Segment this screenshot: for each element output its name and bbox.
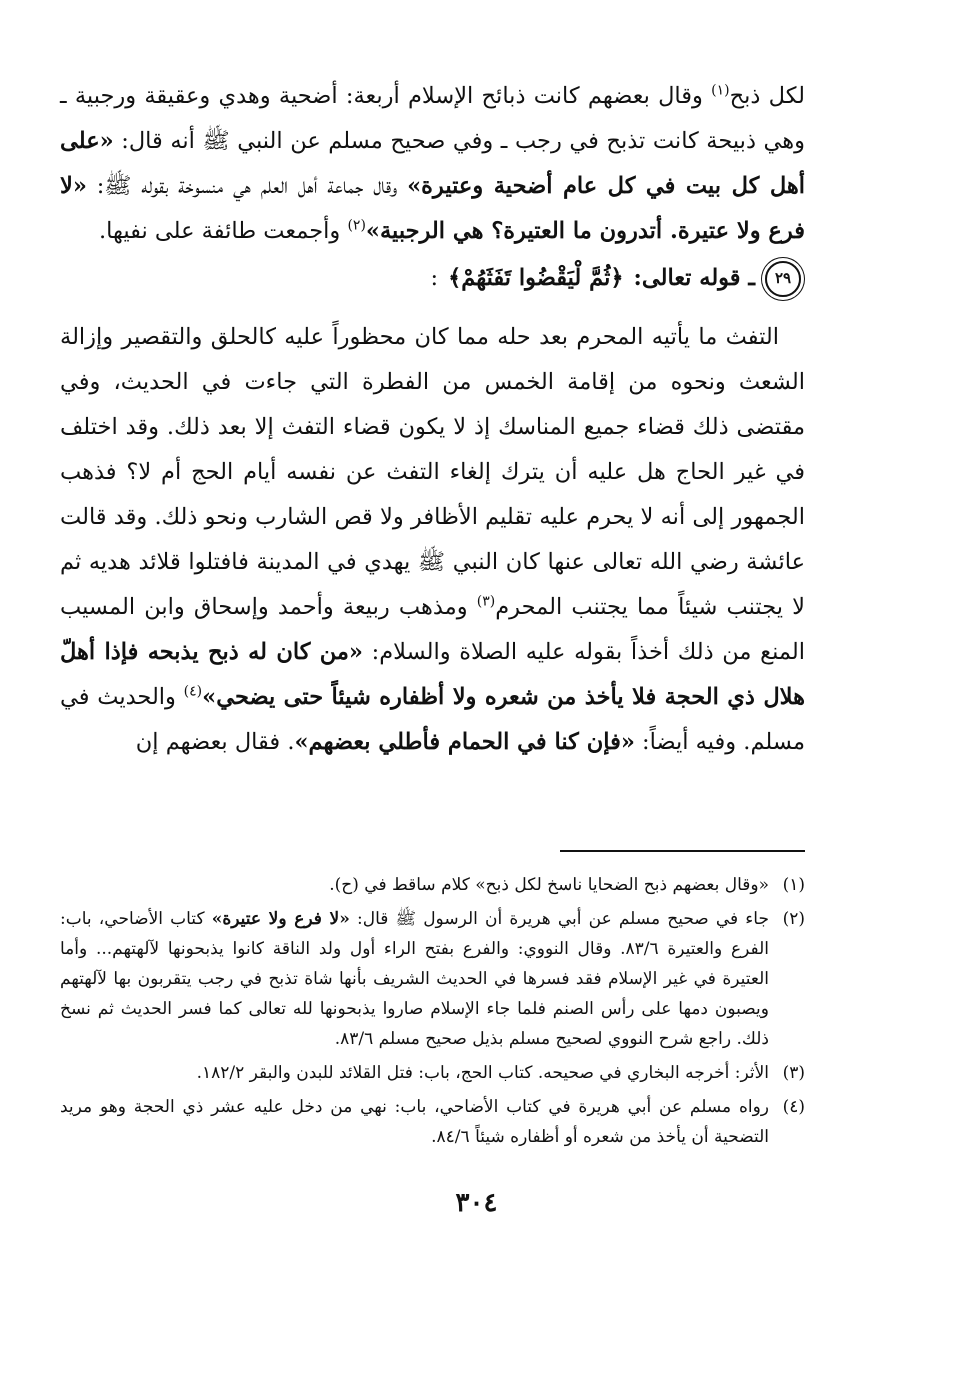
text-span: كتاب الأضاحي، باب: الفرع والعتيرة ٨٣/٦. وقال النووي: والفرع بفتح الراء أول ولد الناقة كانوا يذبحونها لآلهتهم... وأما العتيرة في غير الإسلام فقد فسرها في الحديث الشريف بأنها شاة تذبح في رجب يتقربون بها لآلهتهم ويصبون دمها على رأس الصنم فلما جاء الإسلام صاروا يذبحونها لله تعالى كما فسر الحديث ثم نسخ ذلك. راجع شرح النووي لصحيح مسلم بذيل صحيح مسلم ٨٣/٦. xyxy=(60,909,769,1049)
footnote-number: (٣) xyxy=(782,1063,805,1083)
text-span: وأجمعت طائفة على نفيها. xyxy=(98,218,348,244)
footnote-2 xyxy=(60,904,805,1054)
footnote-divider xyxy=(560,850,805,852)
footnote-text: «وقال بعضهم ذبح الضحايا ناسخ لكل ذبح» كلام ساقط في (ح). xyxy=(329,875,769,895)
hadith-quote: «فإن كنا في الحمام فأطلي بعضهم» xyxy=(294,729,635,755)
footnote-number: (٤) xyxy=(782,1097,805,1117)
footnote-ref-3[interactable]: (٣) xyxy=(476,593,496,610)
verse-heading xyxy=(60,256,805,301)
verse-colon: : xyxy=(430,265,439,291)
page-number: ٣٠٤ xyxy=(455,1188,498,1218)
paragraph-2 xyxy=(60,315,805,765)
main-text xyxy=(60,74,805,765)
text-span: التفث ما يأتيه المحرم بعد حله مما كان محظوراً عليه كالحلق والتقصير وإزالة الشعث ونحوه من إقامة الخمس من الفطرة التي جاءت في الحديث، وفي مقتضى ذلك قضاء جميع المناسك إذ لا يكون قضاء التفث إلا بعد ذلك. وقد اختلف في غير الحاج هل عليه أن يترك إلغاء التفث عن نفسه أيام الحج أم لا؟ فذهب الجمهور إلى أنه لا يحرم عليه تقليم الأظافر ولا قص الشارب ونحو ذلك. وقد قالت عائشة رضي الله تعالى عنها كان النبي ﷺ يهدي في المدينة فافتلوا قلائد هديه ثم لا يجتنب شيئاً مما يجتنب المحرم xyxy=(60,324,805,620)
hadith-quote: «على أهل كل بيت في كل عام أضحية وعتيرة» xyxy=(60,128,805,199)
text-span: لكل ذبح xyxy=(729,83,805,109)
verse-text: ﴿ثُمَّ لْيَقْضُوا تَفَثَهُمْ﴾ xyxy=(448,265,624,291)
text-span: ومذهب ربيعة وأحمد وإسحاق وابن المسيب المنع من ذلك أخذاً بقوله عليه الصلاة والسلام: xyxy=(60,594,805,665)
verse-number-badge: ٢٩ xyxy=(765,261,801,297)
text-span: جاء في صحيح مسلم عن أبي هريرة أن الرسول ﷺ قال: xyxy=(349,909,769,929)
footnote-ref-1[interactable]: (١) xyxy=(711,82,730,99)
footnote-1 xyxy=(60,870,805,900)
text-span: والحديث في مسلم. وفيه أيضاً: xyxy=(60,684,805,755)
text-span: وقال جماعة أهل العلم هي منسوخة بقوله ﷺ: xyxy=(86,173,408,199)
verse-label: ـ قوله تعالى: xyxy=(633,265,755,291)
text-span: وقال بعضهم كانت ذبائح الإسلام أربعة: أضحية وهدي وعقيقة ورجبية ـ وهي ذبيحة كانت تذبح في رجب ـ وفي صحيح مسلم عن النبي ﷺ أنه قال: xyxy=(60,83,805,154)
footnote-ref-4[interactable]: (٤) xyxy=(183,683,203,700)
footnote-text: الأثر: أخرجه البخاري في صحيحه. كتاب الحج، باب: فتل القلائد للبدن والبقر ١٨٢/٢. xyxy=(196,1063,769,1083)
footnote-text: رواه مسلم عن أبي هريرة في كتاب الأضاحي، باب: نهي من دخل عليه عشر ذي الحجة وهو مريد التضحية أن يأخذ من شعره أو أظفاره شيئاً ٨٤/٦. xyxy=(60,1097,769,1147)
footnote-text xyxy=(60,904,769,1054)
footnote-ref-2[interactable]: (٢) xyxy=(347,217,366,234)
footnote-3 xyxy=(60,1058,805,1088)
text-span: . فقال بعضهم إن xyxy=(135,729,295,755)
footnotes xyxy=(60,870,805,1156)
page-content xyxy=(60,74,805,1147)
hadith-quote: «من كان له ذبح يذبحه فإذا أهلّ هلال ذي الحجة فلا يأخذ من شعره ولا أظفاره شيئاً حتى يضحي» xyxy=(60,639,805,710)
footnote-number: (١) xyxy=(782,875,805,895)
footnote-4 xyxy=(60,1092,805,1152)
paragraph-1 xyxy=(60,74,805,254)
hadith-quote: «لا فرع ولا عتيرة. أتدرون ما العتيرة؟ هي الرجبية» xyxy=(60,173,805,244)
footnote-number: (٢) xyxy=(782,909,805,929)
hadith-quote: «لا فرع ولا عتيرة» xyxy=(211,909,350,929)
